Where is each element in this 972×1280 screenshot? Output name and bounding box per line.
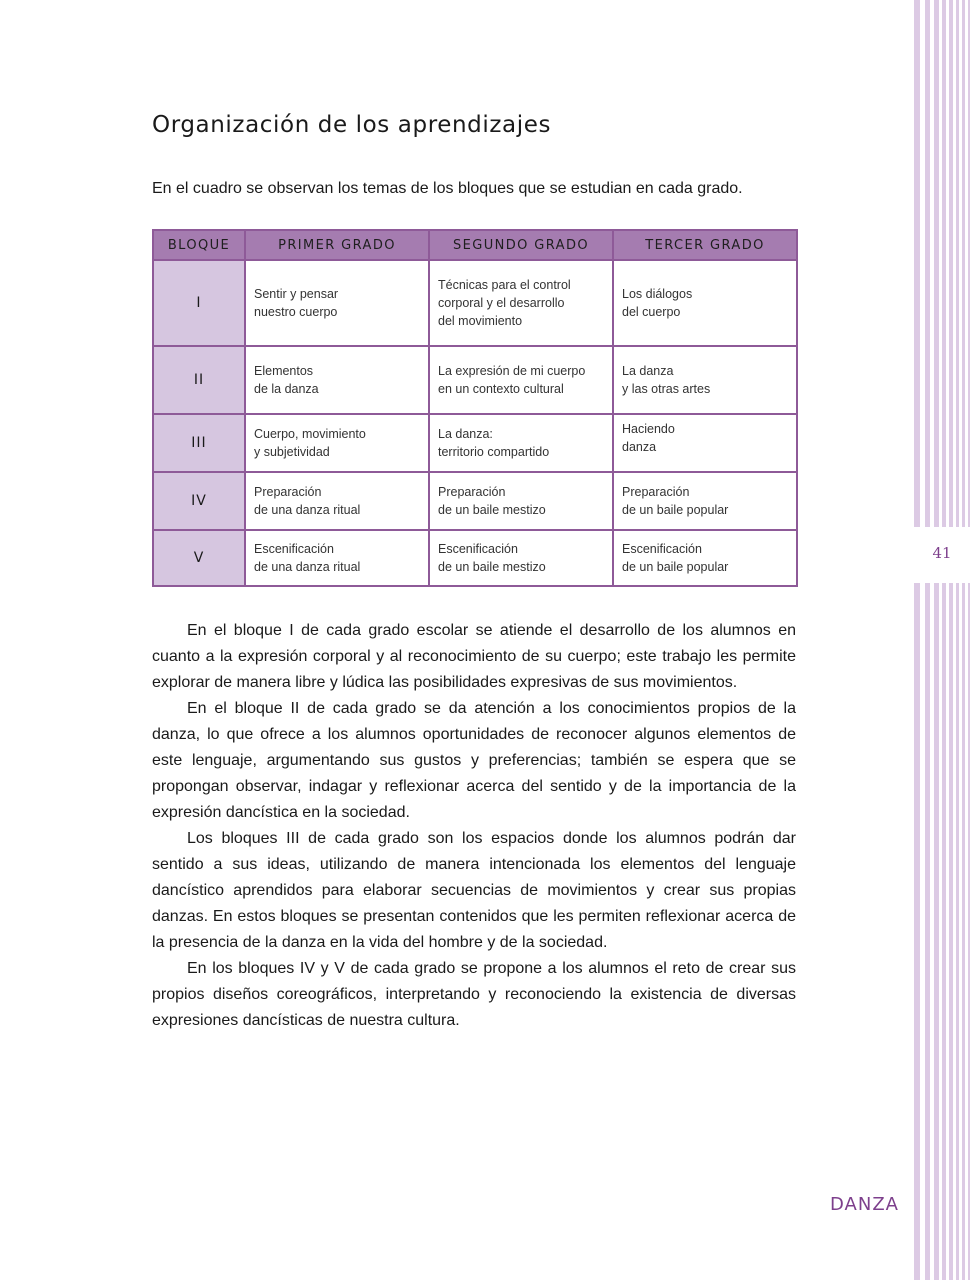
block-label: IV	[153, 472, 245, 530]
header-bloque: BLOQUE	[153, 230, 245, 260]
block-label: II	[153, 346, 245, 414]
header-primer-grado: PRIMER GRADO	[245, 230, 429, 260]
table-cell	[429, 346, 613, 414]
table-cell	[429, 530, 613, 586]
table-cell	[245, 530, 429, 586]
cell-line: Preparación	[438, 485, 506, 499]
table-cell	[429, 260, 613, 346]
cell-line: Preparación	[622, 485, 690, 499]
table-cell	[613, 346, 797, 414]
stripe	[949, 0, 953, 1280]
stripe	[925, 0, 930, 1280]
intro-text: En el cuadro se observan los temas de los bloques que se estudian en cada grado.	[152, 180, 743, 197]
table-cell	[245, 472, 429, 530]
header-segundo-grado: SEGUNDO GRADO	[429, 230, 613, 260]
cell-line: Haciendo	[622, 422, 675, 436]
cell-line: Técnicas para el control	[438, 278, 571, 292]
cell-line: Elementos	[254, 364, 314, 378]
page-title: Organización de los aprendizajes	[152, 112, 552, 138]
cell-line: de una danza ritual	[254, 503, 361, 517]
cell-line: de un baile mestizo	[438, 560, 546, 574]
block-label: III	[153, 414, 245, 472]
block-label: V	[153, 530, 245, 586]
cell-line: y las otras artes	[622, 382, 711, 396]
page-number: 41	[932, 544, 952, 562]
table-cell	[613, 530, 797, 586]
table-cell	[429, 414, 613, 472]
cell-line: del cuerpo	[622, 305, 681, 319]
cell-line: de un baile popular	[622, 503, 729, 517]
cell-line: en un contexto cultural	[438, 382, 564, 396]
header-tercer-grado: TERCER GRADO	[613, 230, 797, 260]
cell-line: de la danza	[254, 382, 319, 396]
cell-line: territorio compartido	[438, 445, 550, 459]
cell-line: de un baile mestizo	[438, 503, 546, 517]
table-cell	[429, 472, 613, 530]
stripe	[962, 0, 965, 1280]
stripe	[956, 0, 959, 1280]
body-paragraph: En el bloque I de cada grado escolar se atiende el desarrollo de los alumnos en cuanto a la expresión corporal y al reconocimiento de su cuerpo; este trabajo les permite explorar de manera libre y lúdica las posibilidades expresivas de sus movimientos.	[152, 622, 796, 691]
body-paragraph: En el bloque II de cada grado se da atención a los conocimientos propios de la danza, lo que ofrece a los alumnos oportunidades de reconocer algunos elementos de este lenguaje, argumentando sus gustos y preferencias; también se espera que se propongan observar, indagar y reflexionar acerca del sentido y de la importancia de la expresión dancística en la sociedad.	[152, 700, 796, 821]
cell-line: Cuerpo, movimiento	[254, 427, 366, 441]
cell-line: de un baile popular	[622, 560, 729, 574]
cell-line: La danza:	[438, 427, 493, 441]
cell-line: Escenificación	[438, 542, 518, 556]
cell-line: Escenificación	[622, 542, 702, 556]
table-row	[153, 346, 797, 414]
table-cell	[245, 346, 429, 414]
stripe	[934, 0, 939, 1280]
cell-line: del movimiento	[438, 314, 523, 328]
stripe	[968, 0, 970, 1280]
cell-line: Escenificación	[254, 542, 334, 556]
section-label: DANZA	[830, 1194, 899, 1215]
stripe	[942, 0, 946, 1280]
table-cell	[613, 414, 797, 472]
body-paragraph: En los bloques IV y V de cada grado se propone a los alumnos el reto de crear sus propios diseños coreográficos, interpretando y reconociendo la existencia de diversas expresiones dancísticas de nuestra cultura.	[152, 960, 796, 1029]
cell-line: nuestro cuerpo	[254, 305, 338, 319]
table-header-row	[153, 230, 797, 260]
cell-line: Sentir y pensar	[254, 287, 339, 301]
decorative-stripes	[912, 0, 972, 1280]
blocks-table	[152, 229, 798, 587]
table-row	[153, 530, 797, 586]
table-cell	[613, 260, 797, 346]
table-cell	[245, 260, 429, 346]
cell-line: La danza	[622, 364, 674, 378]
table-row	[153, 260, 797, 346]
cell-line: Preparación	[254, 485, 322, 499]
cell-line: corporal y el desarrollo	[438, 296, 565, 310]
cell-line: y subjetividad	[254, 445, 330, 459]
table-row	[153, 414, 797, 472]
cell-line: Los diálogos	[622, 287, 693, 301]
cell-line: danza	[622, 440, 657, 454]
table-cell	[245, 414, 429, 472]
table-row	[153, 472, 797, 530]
block-label: I	[153, 260, 245, 346]
table-cell	[613, 472, 797, 530]
stripe	[914, 0, 920, 1280]
body-paragraph: Los bloques III de cada grado son los espacios donde los alumnos podrán dar sentido a sus ideas, utilizando de manera intencionada los elementos del lenguaje dancístico aprendidos para elaborar secuencias de movimientos y crear sus propias danzas. En estos bloques se presentan contenidos que les permiten reflexionar acerca de la presencia de la danza en la vida del hombre y de la sociedad.	[152, 830, 796, 951]
cell-line: de una danza ritual	[254, 560, 361, 574]
cell-line: La expresión de mi cuerpo	[438, 364, 586, 378]
